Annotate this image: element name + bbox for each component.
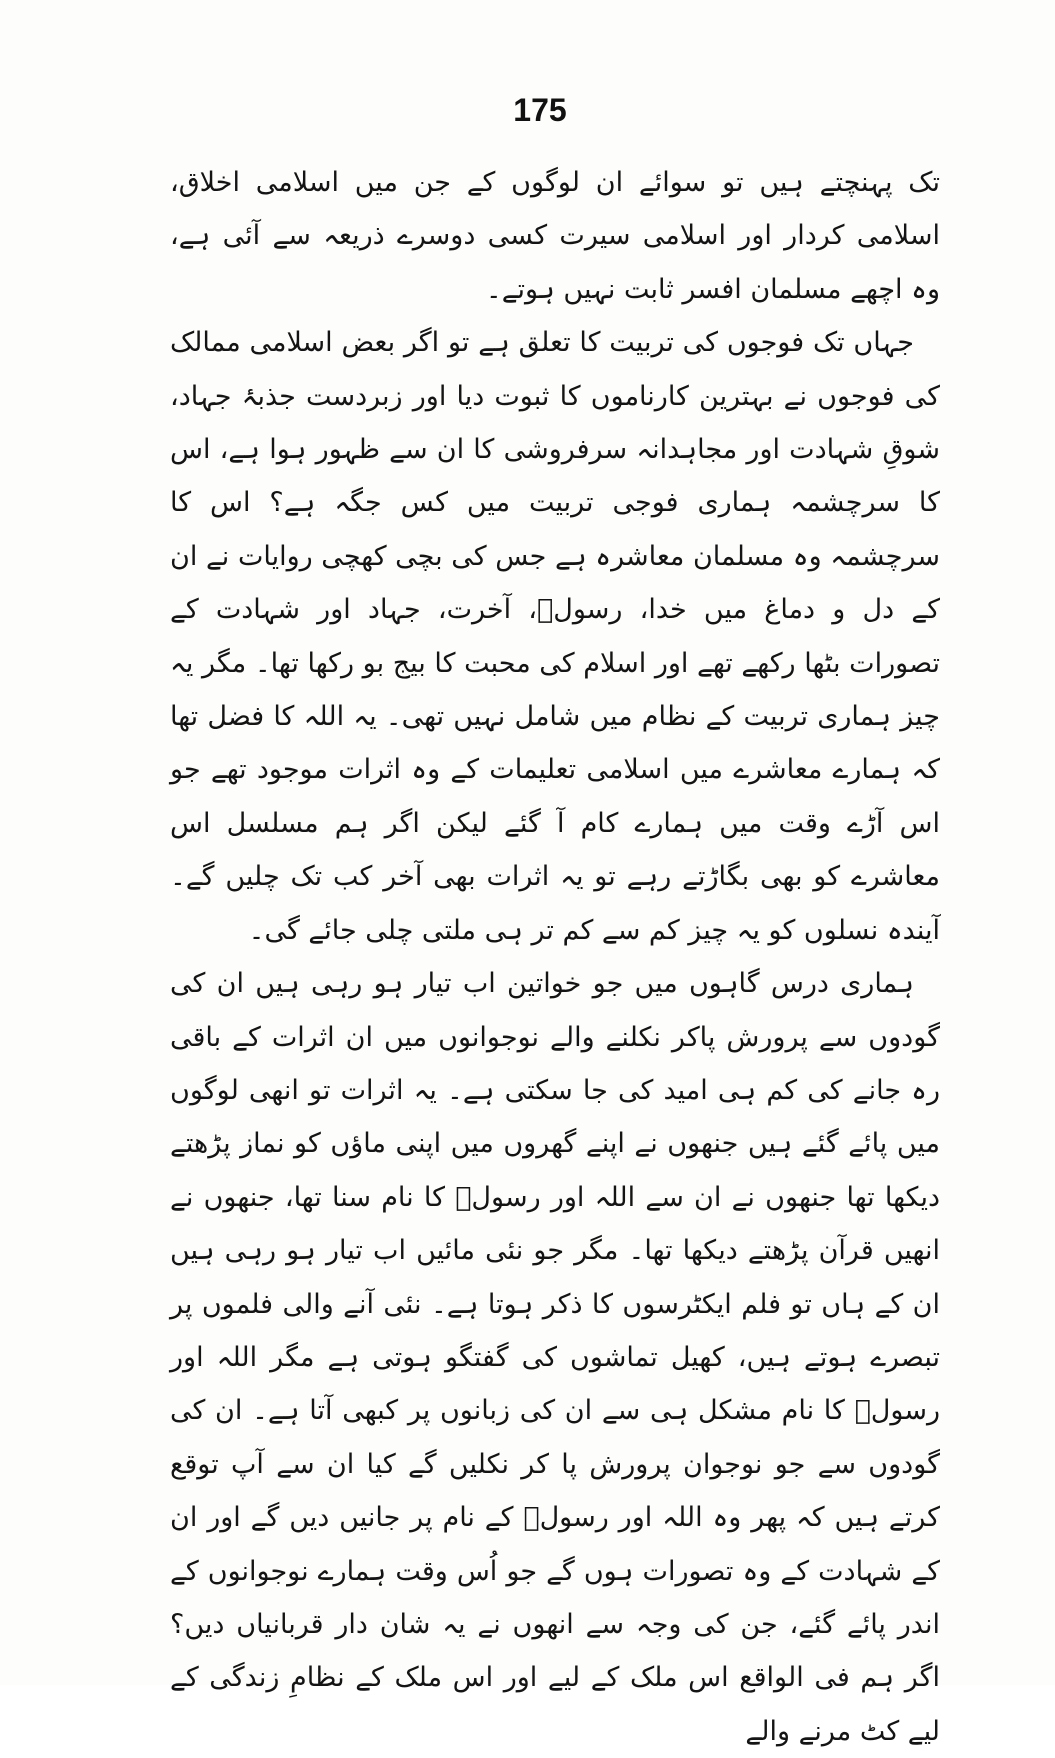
body-text bbox=[170, 156, 940, 1758]
paragraph-1: تک پہنچتے ہیں تو سوائے ان لوگوں کے جن میں اسلامی اخلاق، اسلامی کردار اور اسلامی سیرت کسی دوسرے ذریعہ سے آئی ہے، وہ اچھے مسلمان افسر ثابت نہیں ہوتے۔ bbox=[170, 167, 940, 305]
page-number: 175 bbox=[513, 92, 567, 128]
paragraph-3: ہماری درس گاہوں میں جو خواتین اب تیار ہو رہی ہیں ان کی گودوں سے پرورش پاکر نکلنے والے نوجوانوں میں ان اثرات کے باقی رہ جانے کی کم ہی امید کی جا سکتی ہے۔ یہ اثرات تو انھی لوگوں میں پائے گئے ہیں جنھوں نے اپنے گھروں میں اپنی ماؤں کو نماز پڑھتے دیکھا تھا جنھوں نے ان سے اللہ اور رسولؐ کا نام سنا تھا، جنھوں نے انھیں قرآن پڑھتے دیکھا تھا۔ مگر جو نئی مائیں اب تیار ہو رہی ہیں ان کے ہاں تو فلم ایکٹرسوں کا ذکر ہوتا ہے۔ نئی آنے والی فلموں پر تبصرے ہوتے ہیں، کھیل تماشوں کی گفتگو ہوتی ہے مگر اللہ اور رسولؐ کا نام مشکل ہی سے ان کی زبانوں پر کبھی آتا ہے۔ ان کی گودوں سے جو نوجوان پرورش پا کر نکلیں گے کیا ان سے آپ توقع کرتے ہیں کہ پھر وہ اللہ اور رسولؐ کے نام پر جانیں دیں گے اور ان کے شہادت کے وہ تصورات ہوں گے جو اُس وقت ہمارے نوجوانوں کے اندر پائے گئے، جن کی وجہ سے انھوں نے یہ شان دار قربانیاں دیں؟ اگر ہم فی الواقع اس ملک کے لیے اور اس ملک کے نظامِ زندگی کے لیے کٹ مرنے والے bbox=[170, 968, 940, 1747]
paragraph-2: جہاں تک فوجوں کی تربیت کا تعلق ہے تو اگر بعض اسلامی ممالک کی فوجوں نے بہترین کارناموں کا ثبوت دیا اور زبردست جذبۂ جہاد، شوقِ شہادت اور مجاہدانہ سرفروشی کا ان سے ظہور ہوا ہے، اس کا سرچشمہ ہماری فوجی تربیت میں کس جگہ ہے؟ اس کا سرچشمہ وہ مسلمان معاشرہ ہے جس کی بچی کھچی روایات نے ان کے دل و دماغ میں خدا، رسولؐ، آخرت، جہاد اور شہادت کے تصورات بٹھا رکھے تھے اور اسلام کی محبت کا بیج بو رکھا تھا۔ مگر یہ چیز ہماری تربیت کے نظام میں شامل نہیں تھی۔ یہ اللہ کا فضل تھا کہ ہمارے معاشرے میں اسلامی تعلیمات کے وہ اثرات موجود تھے جو اس آڑے وقت میں ہمارے کام آ گئے لیکن اگر ہم مسلسل اس معاشرے کو بھی بگاڑتے رہے تو یہ اثرات بھی آخر کب تک چلیں گے۔ آیندہ نسلوں کو یہ چیز کم سے کم تر ہی ملتی چلی جائے گی۔ bbox=[170, 327, 940, 946]
